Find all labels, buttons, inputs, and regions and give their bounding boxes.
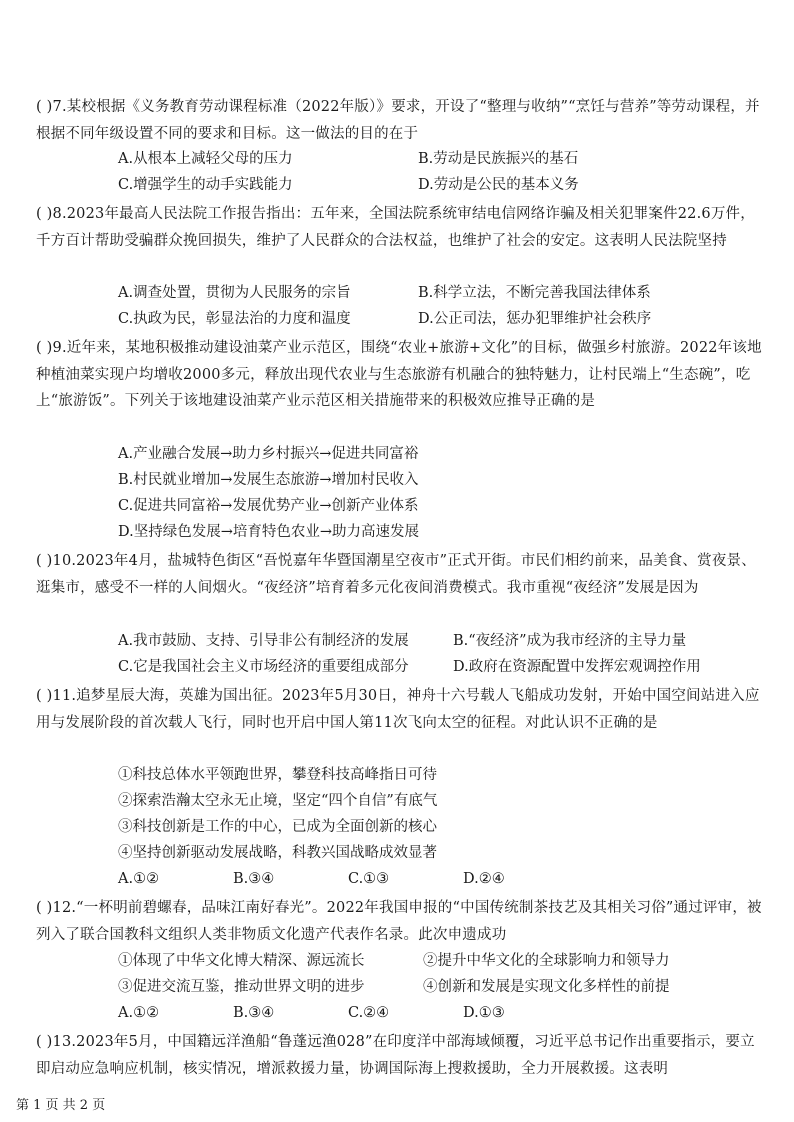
- question-9-option-b[interactable]: B.村民就业增加→发展生态旅游→增加村民收入: [118, 472, 419, 488]
- question-11-stem: ( )11.追梦星辰大海，英雄为国出征。2023年5月30日，神舟十六号载人飞船成功发射，开始中国空间站进入应用与发展阶段的首次载人飞行，同时也开启中国人第11次飞向太空的征程。对此认识不正确的是: [36, 688, 760, 731]
- question-11-options-row: [118, 866, 738, 892]
- question-12-statement-4: ④创新和发展是实现文化多样性的前提: [423, 979, 670, 995]
- question-11-option-a[interactable]: A.①②: [118, 871, 160, 887]
- question-7-options-row-1: [118, 146, 738, 172]
- page-footer: 第 1 页 共 2 页: [16, 1098, 106, 1113]
- question-7-stem: ( )7.某校根据《义务教育劳动课程标准（2022年版）》要求，开设了“整理与收纳”“烹饪与营养”等劳动课程，并根据不同年级设置不同的要求和目标。这一做法的目的在于: [36, 99, 760, 142]
- question-9-option-c[interactable]: C.促进共同富裕→发展优势产业→创新产业体系: [118, 498, 419, 514]
- question-8-options-row-1: [118, 280, 738, 306]
- question-10-options-row-1: [118, 628, 738, 654]
- question-11-option-d[interactable]: D.②④: [463, 871, 505, 887]
- question-10-option-b[interactable]: B.“夜经济”成为我市经济的主导力量: [453, 633, 687, 649]
- question-12-stem: ( )12.“一杯明前碧螺春，品味江南好春光”。2022年我国申报的“中国传统制茶技艺及其相关习俗”通过评审，被列入了联合国教科文组织人类非物质文化遗产代表作名录。此次申遗成功: [36, 900, 762, 943]
- question-9-stem: ( )9.近年来，某地积极推动建设油菜产业示范区，围绕“农业+旅游+文化”的目标，做强乡村旅游。2022年该地种植油菜实现户均增收2000多元，释放出现代农业与生态旅游有机融合的独特魅力，让村民端上“生态碗”，吃上“旅游饭”。下列关于该地建设油菜产业示范区相关措施带来的积极效应推导正确的是: [36, 340, 762, 409]
- question-8-option-b[interactable]: B.科学立法，不断完善我国法律体系: [418, 285, 651, 301]
- question-9-option-d[interactable]: D.坚持绿色发展→培育特色农业→助力高速发展: [118, 524, 420, 540]
- question-12-statement-2: ②提升中华文化的全球影响力和领导力: [423, 953, 670, 969]
- question-9-option-a[interactable]: A.产业融合发展→助力乡村振兴→促进共同富裕: [118, 446, 419, 462]
- question-7-option-c[interactable]: C.增强学生的动手实践能力: [118, 177, 293, 193]
- question-12-statement-3: ③促进交流互鉴，推动世界文明的进步: [118, 979, 365, 995]
- question-7-options-row-2: [118, 172, 738, 198]
- question-12-option-b[interactable]: B.③④: [233, 1005, 275, 1021]
- question-12-option-c[interactable]: C.②④: [348, 1005, 390, 1021]
- question-12-statements-row-2: [118, 974, 738, 1000]
- question-8-options-row-2: [118, 306, 738, 332]
- question-7-option-b[interactable]: B.劳动是民族振兴的基石: [418, 151, 579, 167]
- question-11-statement-3: ③科技创新是工作的中心，已成为全面创新的核心: [118, 819, 437, 835]
- question-8-option-d[interactable]: D.公正司法，惩办犯罪维护社会秩序: [418, 311, 652, 327]
- question-10-option-d[interactable]: D.政府在资源配置中发挥宏观调控作用: [453, 659, 701, 675]
- question-12-option-a[interactable]: A.①②: [118, 1005, 160, 1021]
- question-11-statement-4: ④坚持创新驱动发展战略，科教兴国战略成效显著: [118, 845, 437, 861]
- question-12-statements-row-1: [118, 948, 738, 974]
- question-10-option-a[interactable]: A.我市鼓励、支持、引导非公有制经济的发展: [118, 633, 409, 649]
- question-11-statement-1: ①科技总体水平领跑世界，攀登科技高峰指日可待: [118, 767, 437, 783]
- question-12-options-row: [118, 1000, 738, 1026]
- question-10-option-c[interactable]: C.它是我国社会主义市场经济的重要组成部分: [118, 659, 409, 675]
- question-8-option-a[interactable]: A.调查处置，贯彻为人民服务的宗旨: [118, 285, 351, 301]
- question-11-option-b[interactable]: B.③④: [233, 871, 275, 887]
- question-8-stem: ( )8.2023年最高人民法院工作报告指出：五年来，全国法院系统审结电信网络诈骗及相关犯罪案件22.6万件，千方百计帮助受骗群众挽回损失，维护了人民群众的合法权益，也维护了社会的安定。这表明人民法院坚持: [36, 206, 755, 249]
- question-12-option-d[interactable]: D.①③: [463, 1005, 505, 1021]
- question-13-stem: ( )13.2023年5月，中国籍远洋渔船“鲁蓬远渔028”在印度洋中部海域倾覆，习近平总书记作出重要指示，要立即启动应急响应机制，核实情况，增派救援力量，协调国际海上搜救援助，全力开展救援。这表明: [36, 1034, 755, 1077]
- question-10-stem: ( )10.2023年4月，盐城特色街区“吾悦嘉年华暨国潮星空夜市”正式开街。市民们相约前来，品美食、赏夜景、逛集市，感受不一样的人间烟火。“夜经济”培育着多元化夜间消费模式。我市重视“夜经济”发展是因为: [36, 553, 756, 596]
- question-11-option-c[interactable]: C.①③: [348, 871, 390, 887]
- question-7-option-a[interactable]: A.从根本上减轻父母的压力: [118, 151, 293, 167]
- question-12-statement-1: ①体现了中华文化博大精深、源远流长: [118, 953, 365, 969]
- question-8-option-c[interactable]: C.执政为民，彰显法治的力度和温度: [118, 311, 351, 327]
- question-7-option-d[interactable]: D.劳动是公民的基本义务: [418, 177, 579, 193]
- question-10-options-row-2: [118, 654, 738, 680]
- question-11-statement-2: ②探索浩瀚太空永无止境，坚定“四个自信”有底气: [118, 793, 438, 809]
